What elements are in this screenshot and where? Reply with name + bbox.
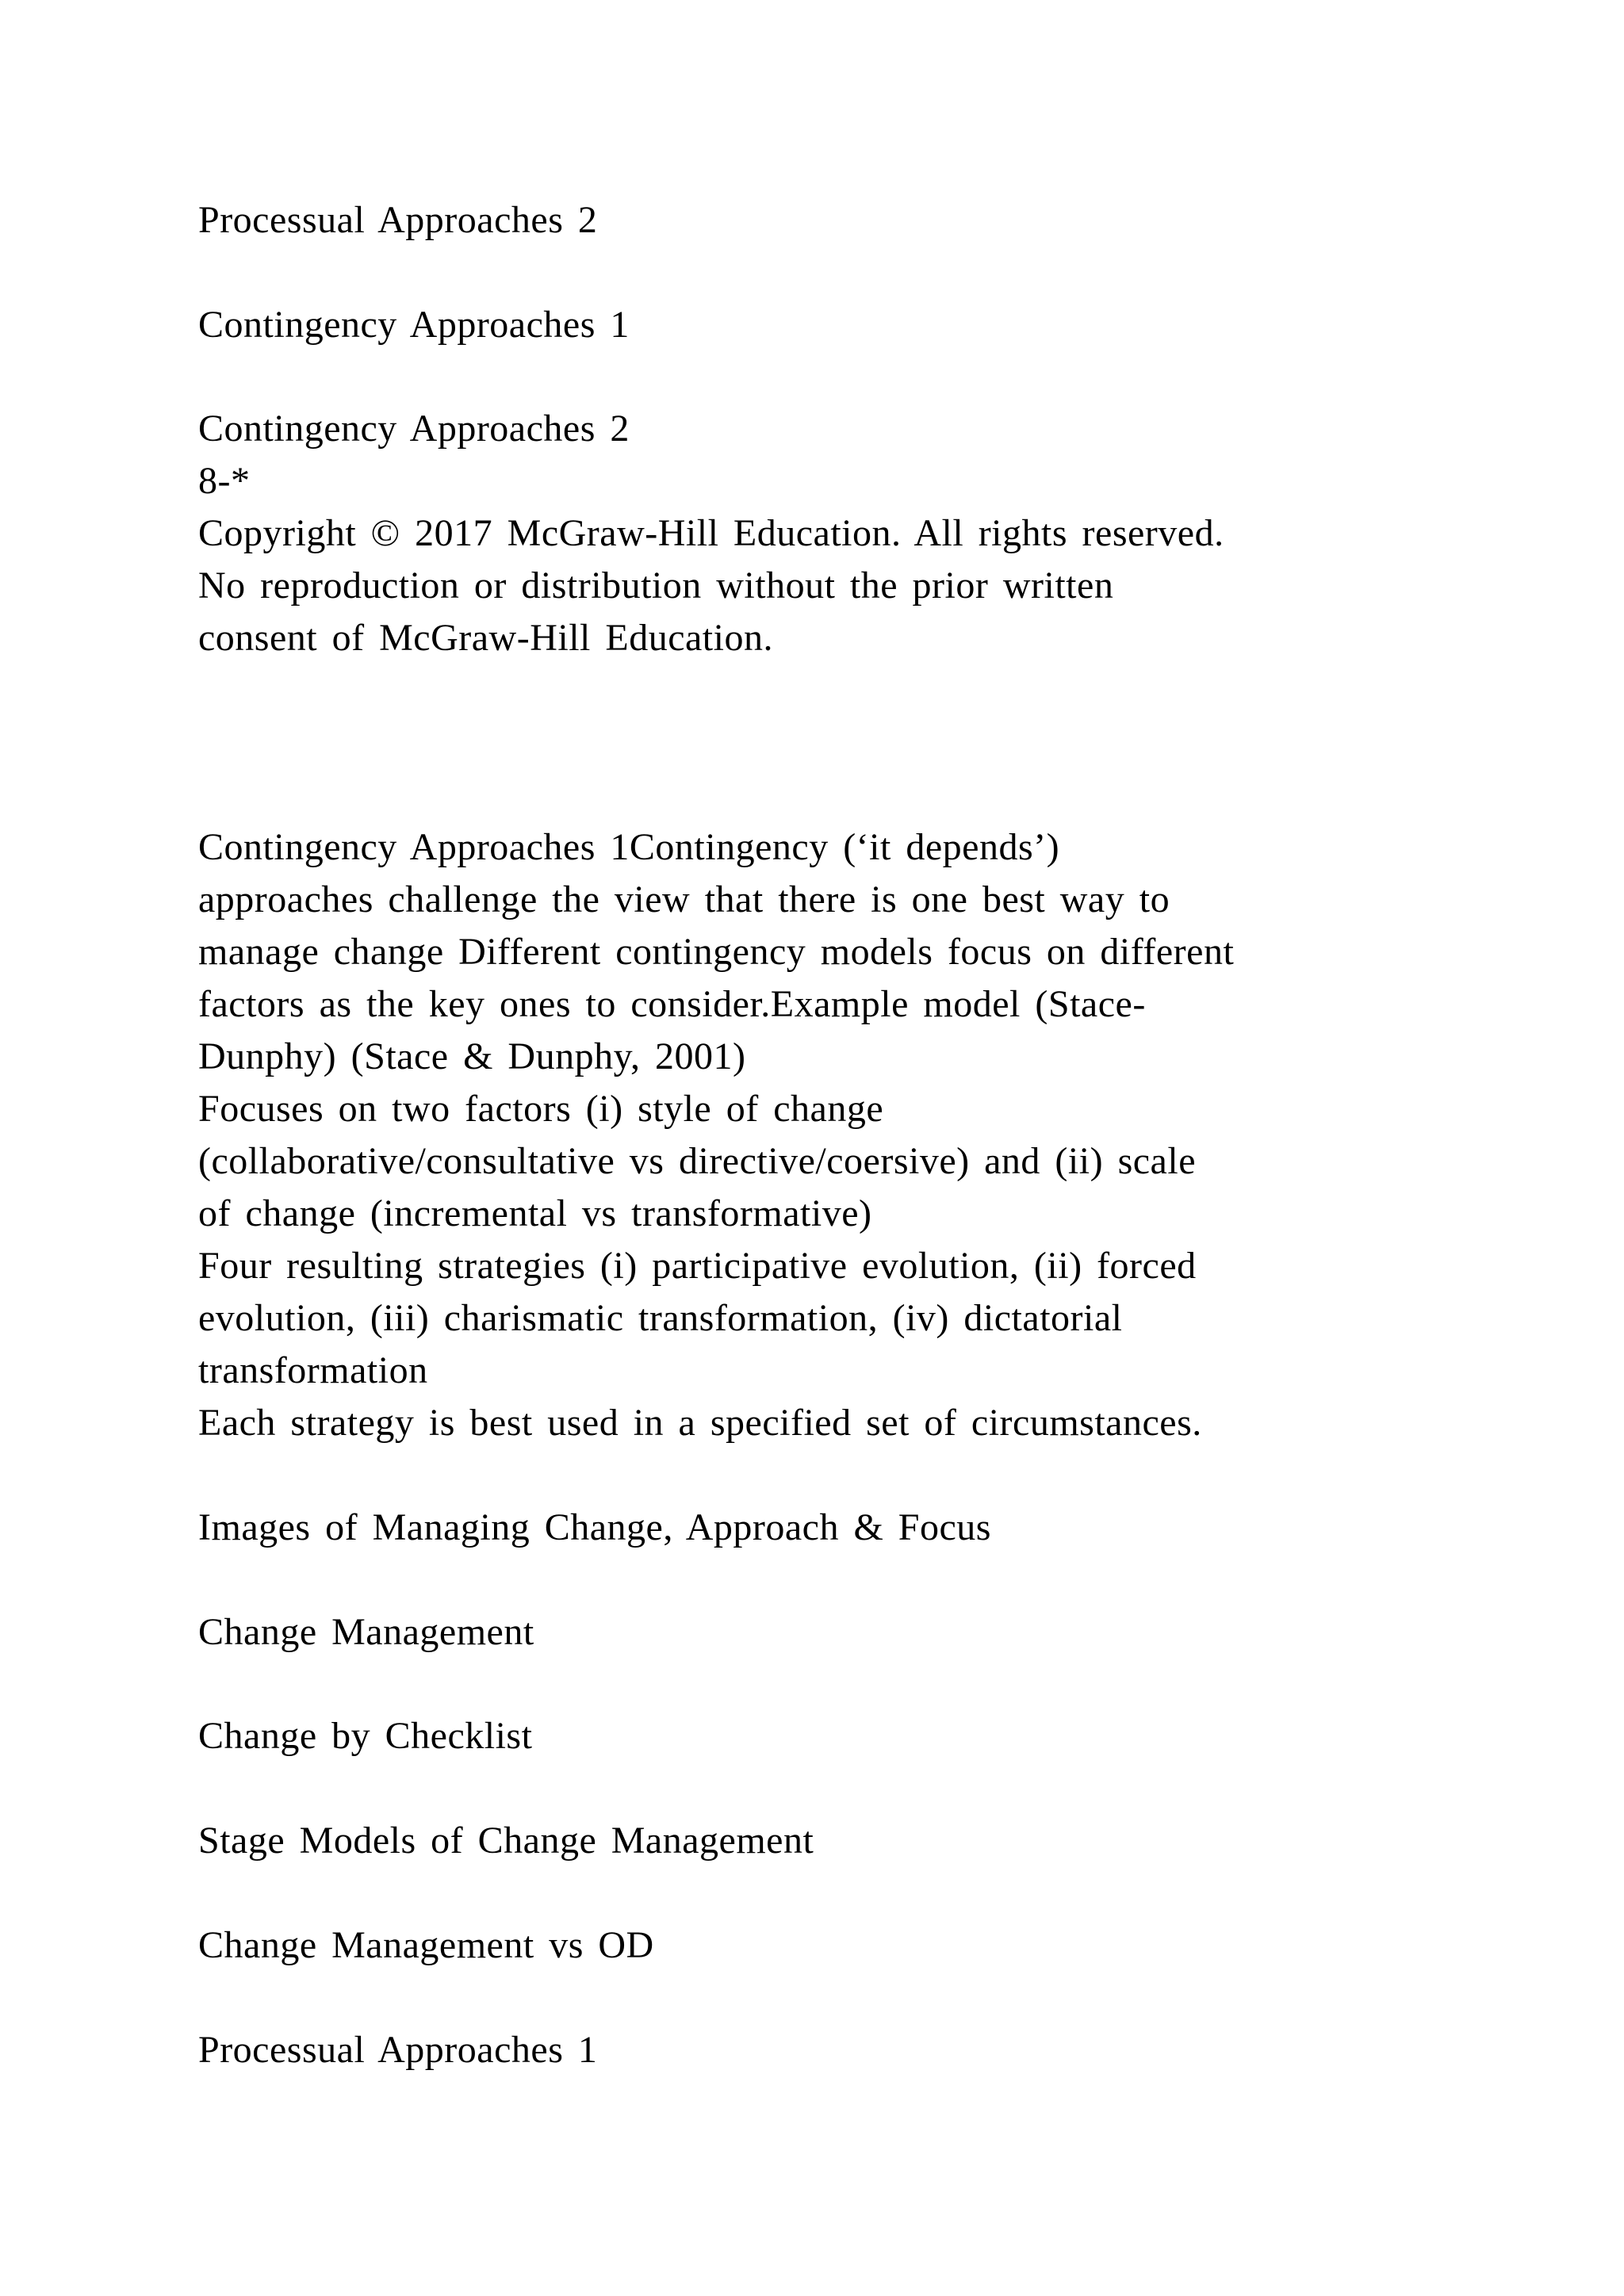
text-line: Each strategy is best used in a specified set of circumstances.	[198, 1402, 1202, 1444]
text-line: Change Management	[198, 1611, 534, 1653]
text-line: Contingency Approaches 1	[198, 304, 630, 346]
text-line: Focuses on two factors (i) style of change	[198, 1088, 884, 1130]
text-line: Contingency Approaches 2	[198, 408, 630, 450]
text-line: Processual Approaches 2	[198, 199, 598, 241]
text-line: Processual Approaches 1	[198, 2029, 598, 2071]
text-line: consent of McGraw-Hill Education.	[198, 617, 773, 659]
text-line: 8-*	[198, 460, 251, 502]
text-line: Stage Models of Change Management	[198, 1820, 814, 1862]
text-line: evolution, (iii) charismatic transformation, (iv) dictatorial	[198, 1297, 1123, 1339]
text-line: Change by Checklist	[198, 1715, 533, 1757]
text-line: Images of Managing Change, Approach & Focus	[198, 1506, 991, 1548]
text-line: Dunphy) (Stace & Dunphy, 2001)	[198, 1035, 746, 1077]
text-line: (collaborative/consultative vs directive/coersive) and (ii) scale	[198, 1140, 1196, 1182]
text-line: Four resulting strategies (i) participative evolution, (ii) forced	[198, 1245, 1197, 1287]
section-heading-line: Contingency Approaches 1Contingency (‘it depends’)	[198, 826, 1060, 868]
text-line: manage change Different contingency models focus on different	[198, 931, 1235, 973]
text-line: of change (incremental vs transformative)	[198, 1192, 872, 1234]
copyright-line: Copyright © 2017 McGraw-Hill Education. All rights reserved.	[198, 512, 1224, 554]
text-line: transformation	[198, 1349, 428, 1391]
text-line: Change Management vs OD	[198, 1924, 654, 1966]
text-line: factors as the key ones to consider.Example model (Stace-	[198, 983, 1146, 1025]
text-line: No reproduction or distribution without the prior written	[198, 564, 1114, 607]
text-line: approaches challenge the view that there is one best way to	[198, 878, 1170, 920]
